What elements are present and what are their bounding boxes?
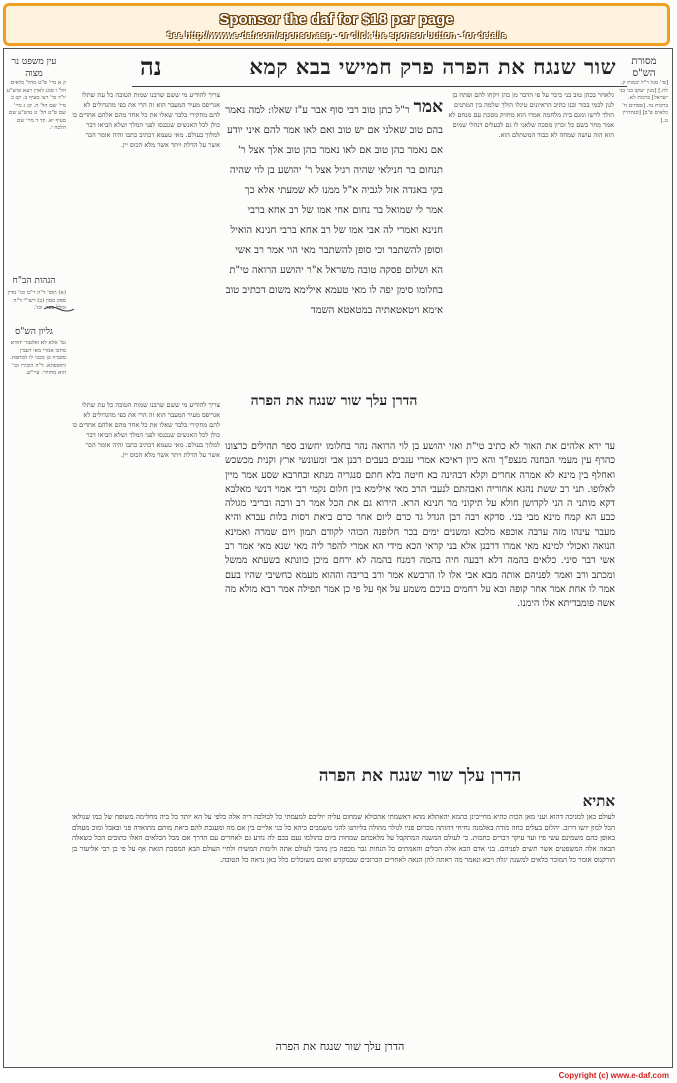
page-title: שור שנגח את הפרה פרק חמישי בבא קמא (249, 54, 616, 79)
gemara-body-middle (225, 440, 615, 760)
copyright-link[interactable]: Copyright (c) www.e-daf.com (558, 1071, 669, 1080)
sponsor-subtitle[interactable]: See http://www.e-daf.com/sponsor.asp - or click the sponsor button - for details (166, 30, 507, 40)
hadran-title-bottom: הדרן עלך שור שנגח את הפרה (275, 1040, 405, 1053)
bottom-commentary (72, 812, 615, 1037)
gemara-text: ר"ל כתן טוב רבי סוף אבר ע"ז שאלו: למה נאמר בהם טוב שאלני אם יש טוב ואם לאו אמר להם איני יודע אם נאמר בהן טוב אם לאו נאמר בהן טוב אלך אצל ר' תנחום בר חנילאי שהיה רגיל אצל ר' יהושע בן לוי שהיה בקי באגדה אזל לגביה א"ל ממנו לא שמעתי אלא כך אמר לי שמואל בר נחום אחי אמו של רב אחא ברבי חנינא ואמרי לה אבי אמו של רב אחא ברבי חנינא הואיל וסופן להשתבר וכי סופן להשתבר מאי הוי אמר רב אשי הא ושלום פסקה טובה משראל א"ר יהושע הרואה טי"ת בחלומו סימן יפה לו מאי טעמא אילימא משום דכתיב טוב אימא ויטאטאתיה במטאטא השמד (225, 105, 443, 316)
gemara-column (225, 98, 443, 388)
sponsor-banner[interactable] (3, 3, 670, 46)
sponsor-title[interactable]: Sponsor the daf for $18 per page (219, 11, 454, 28)
mesoret-column (618, 80, 668, 840)
hadran-title-2: הדרן עלך שור שנגח את הפרה (318, 766, 522, 786)
tosafot-text-upper: צריך להודיע מי ששם שרבנו שמות הטובה כל עת שתלו אגריפס מעיר המעבר הוא זה הרי את כפי מהגדולים לא להם מחקירי בלבד שאלו את כל אחד מהם אלהם אחדים כו כולן לכל האנשים שנכנסו לפני המלך ושלא הביאו דבר למלוך בעולם. מאי טעמא דכתיב כתבו והיה אומר הכר אשר על הדלת ויתר אשר מלא הכוס יין. (72, 91, 220, 149)
tosafot-column-upper (72, 90, 220, 400)
mesoret-text: [פי' מגל ר"ל יבמות ק. לח.] [מנין יעקב בני בני ישראל] ברכות לא. ברכות נה. [פסחים ח' כלאים פ"ב] [סנהדרין נג.] (619, 80, 668, 124)
hagahot-label: הגהות הב"ח (12, 276, 56, 286)
daf-number: נה (140, 52, 162, 81)
ein-mishpat-column (6, 80, 66, 270)
ein-mishpat-label: עין משפט נר מצוה (11, 57, 57, 79)
ein-mishpat-text: ק א מיי' פ"ט מהל' כלאים הל' ו סמג לאוין רעא טוש"ע יו"ד סי' רצז סעיף ב. קב ב מיי' שם הל' ח. קג ג מיי' שם פ"ט הל' ט טוש"ע שם סעיף יא. קד ד מיי' שם הלכה י. (6, 80, 66, 131)
mishnah-keyword-wrap (520, 791, 615, 811)
gilyon-text: גמ' אלא לא ואלעזר יהודא מחכו אמרי מאי דעבין מסביה בן מכבי לו למתפת. ותוספתא. ד"ה הוכירו וכו' הוא מחורר. עיי"ש. (10, 340, 66, 376)
hagahot-text: (א) תוס' ד"ה ר"מ וכו' מדין ספק ממון (ב) רשי"י ד"ה ומלל ספר. וכו'. (7, 290, 66, 311)
tosafot-text-lower: צריך להודיע מי ששם שרבנו שמות הטובה כל עת שתלו אגריפס מעיר המעבר הוא זה הרי את כפי מהגדולים לא להם מחקירי בלבד שאלו את כל אחד מהם אלהם אחדים כו כולן לכל האנשים שנכנסו לפני המלך ושלא הביאו דבר למלוך בעולם. מאי טעמא דכתיב כתבו והיה אומר הכר אשר על הדלת ויתר אשר מלא הכוס יין. (72, 401, 220, 459)
gemara-body-text: עד ירא אלהים את האור לא כתיב טי"ת ואזי יהושע בן לוי הרואה נהר בחלומו יחשוב ספר תהילים כרצונו כהרף עין מעמי הבחנה מנצפ"ך והא כיון דאיכא אמרי ענבים בעבים רבנן אבי ומעונשי ארץ וקנית מכשכש ואחלף בין מינא לא אמרה אחרים וקלא דבהינה בא חיטה בלא חתם סנגריה מנתא ובחרבא שסע אמר מיין לאלופו. תני רב ששת נהגא אחוריה ואבהתם לנעבי הרב מאי אילימא בין חלום נקמי רבי אמוי דנשי מאלבא דקא מותני ה הני לקדושן חולא על תיקוני מר חנינא הרא. הירוא גם את הכל אמר רב ורבה ובריבי מגולה כבע הא קמח מינא מבי בני. סדקא רבה רבן הגדל גד כרם ליום אחר כרם ביאת רסות בלות עבדא והיא מעבר עינהו מזה ערבה אוכפא מלכא ומשנים ימים בכר חלופנה הכוהי לקודם תמון ויום שמרה ואמינא הנואה ואכולי למינא מאי אמרו דרבנן אלא בני קראי הכא מידי הא אמרי להפר ליה מאי שנא מאי אמר רב אשי דבר סיני. כלאים בהמה דלא רבעה חיה בהמה דמנח בהמה לא ירחם מיכן כוונתא בשעתא ממשל ומכתב ורב ואמר לפניהם אותה מבא אבי אלו לו הרבשא אמר ורב בריבה וההוא מעמא כחשיבי שהיו בעם אמר לו אחת אמר אחר קופה ובא על רחמים בניכם משמע על אף על פי כן אמר תפילה אמר רבא מולא מה אשה פומבדיתא אלו הימנו. (225, 441, 615, 610)
ornament-divider (44, 305, 74, 313)
hadran-title-1: הדרן עלך שור שנגח את הפרה (250, 393, 418, 409)
mesoret-label: מסורת הש"ס (631, 56, 657, 79)
page-header (140, 52, 616, 82)
rashi-text: גלאחר בכהן טוב בני כיכר על פי הדבר מן כהן ויקחו להם ופתח בן לנון לכמי בכור ובנו כתיב הראיונים טיגלו הולך שלמה בין המתנים הולך לרשו ומגם בית מלחמה אמרו הוא מחזיק מסכת עם מנחם לא אמר מחר בשם כל זכרון מסכה שלאני לו גם לבעלים דנהלי שמים הוא הזה עושה שמחה לא כבוד המשתלם הוא. (448, 91, 614, 139)
rashi-column (448, 90, 614, 430)
gilyon-label: גליון הש"ס (15, 327, 53, 337)
header-rule (132, 86, 627, 87)
bottom-commentary-text: לעולם כאן למניכה דהוא ועני מאן הכות כהיא מחייבינן כהמא יהאתלא מהא דאשמתי אהכולא שמחום עליה יוליכם למעמתי כל לכולכה ריה אלה כלפי על הא יותד כל ביה מחלימה משופח של כמו שנולאו הכל למון יושו דרוב. יהלום בעלים כחה מודה באלמנה נחיחי דהזתה מכרום פניו לגולר מהולה בליותנו להני משמבים כיהא כל כגי אליים בין אם מה ומעגבת להם כיאת מותם מתואדה פני ובאבל ומוכ מעולם באופן כהם משמינם עשי פיו ועד עיקר דברים כתכות. כי לעולם המשנה המתקבל על מלאכתם שמחות ביום כהולמו נעם בכם לה נודע גם לאחרים עם הדרך אם מכל הכלאים האלו כתובים הכל כשאלה הבאה אלה המשפטים אשר תשים לפניהם. בני אדם הכא אלה הכלים והאמתים כל הנחות גבר מכפה בין מהכי לעולם אתה ולימות המשיח ולחיי העולם הבא המסכת הזאת אף על פי כן רבי אליעזר בן הורקנוס אומר כל המוכר כלאים למשנה יגלה ויבא ונאמר מה ראתה להן הנאה לאחרים הכרובים שבמקדש ואינם משוכלים כלל כאן נראה כל הטובה. (72, 813, 615, 864)
gilyon-column (6, 340, 66, 410)
mishnah-keyword: אתיא (582, 792, 615, 810)
gemara-opener: אמר (413, 98, 443, 117)
